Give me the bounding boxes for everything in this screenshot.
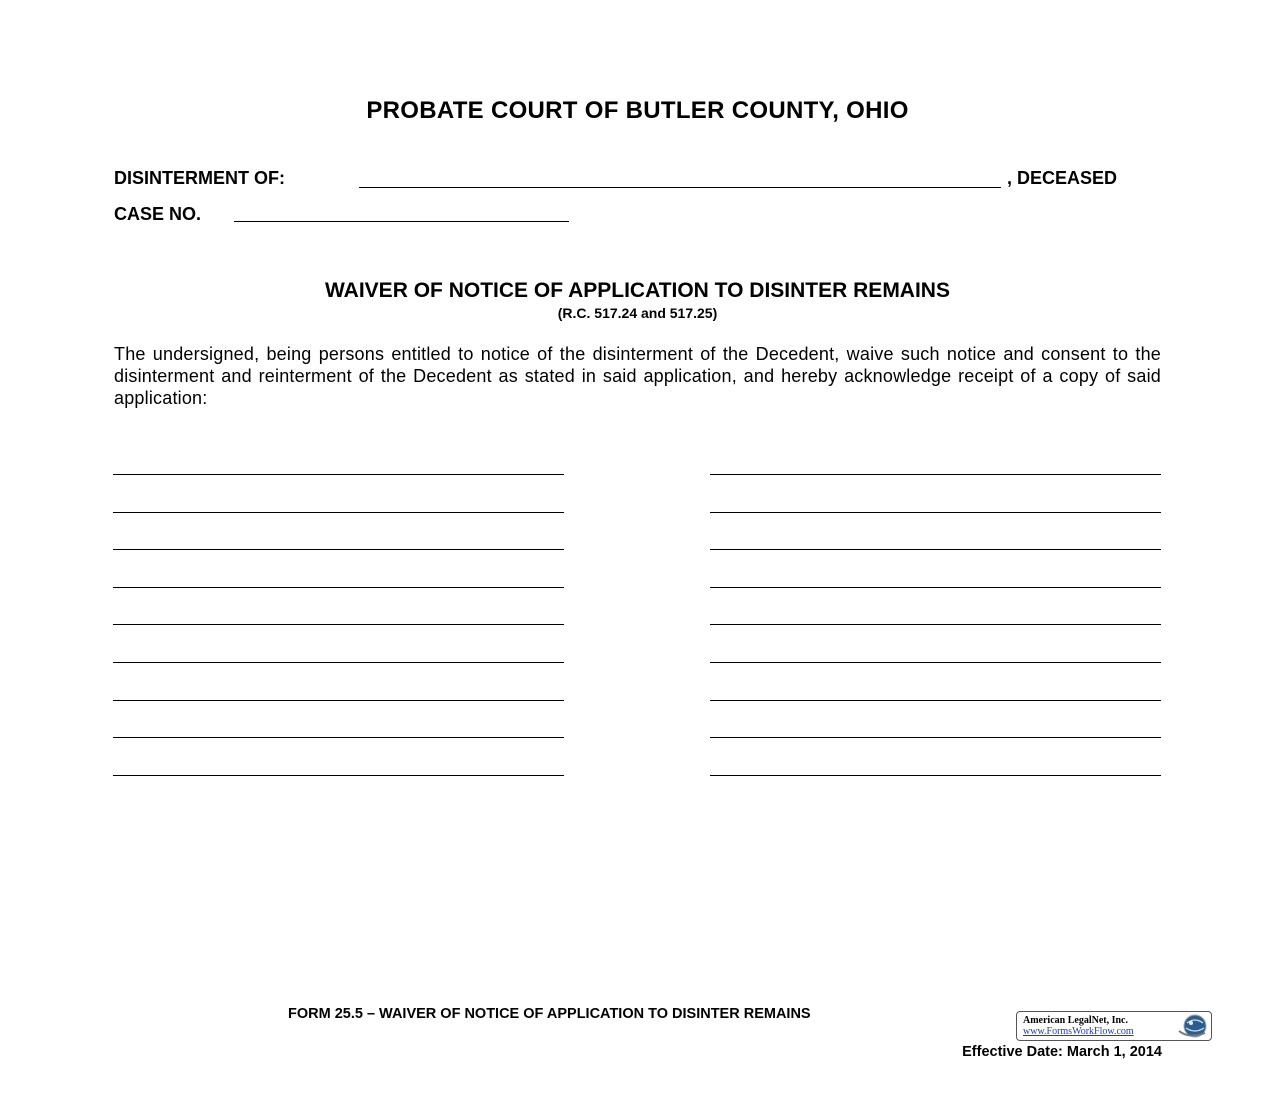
disinterment-label: DISINTERMENT OF:	[114, 168, 285, 188]
logo-company-name: American LegalNet, Inc.	[1023, 1015, 1128, 1026]
logo-url-link[interactable]: www.FormsWorkFlow.com	[1023, 1026, 1134, 1037]
signature-line-right-7[interactable]	[710, 700, 1161, 701]
form-number-label: FORM 25.5 – WAIVER OF NOTICE OF APPLICATION TO DISINTER REMAINS	[288, 1006, 811, 1022]
signature-line-right-1[interactable]	[710, 474, 1161, 475]
signature-line-left-6[interactable]	[113, 662, 564, 663]
case-number-field[interactable]	[234, 221, 569, 222]
statute-reference: (R.C. 517.24 and 517.25)	[557, 305, 718, 321]
signature-line-left-8[interactable]	[113, 737, 564, 738]
signature-line-right-3[interactable]	[710, 549, 1161, 550]
signature-line-left-9[interactable]	[113, 775, 564, 776]
decedent-name-field[interactable]	[359, 187, 1001, 188]
deceased-label: , DECEASED	[1007, 168, 1118, 188]
signature-line-left-1[interactable]	[113, 474, 564, 475]
signature-line-left-5[interactable]	[113, 624, 564, 625]
signature-line-right-9[interactable]	[710, 775, 1161, 776]
case-number-label: CASE NO.	[114, 204, 202, 224]
signature-line-right-8[interactable]	[710, 737, 1161, 738]
effective-date: Effective Date: March 1, 2014	[962, 1044, 1162, 1060]
signature-line-left-4[interactable]	[113, 587, 564, 588]
signature-line-right-5[interactable]	[710, 624, 1161, 625]
signature-line-right-2[interactable]	[710, 512, 1161, 513]
form-title: WAIVER OF NOTICE OF APPLICATION TO DISINTER REMAINS	[325, 279, 950, 302]
signature-line-right-4[interactable]	[710, 587, 1161, 588]
vendor-logo[interactable]	[1016, 1011, 1212, 1041]
globe-icon	[1175, 1013, 1209, 1039]
court-title: PROBATE COURT OF BUTLER COUNTY, OHIO	[366, 97, 909, 124]
signature-line-left-2[interactable]	[113, 512, 564, 513]
signature-line-left-3[interactable]	[113, 549, 564, 550]
waiver-statement: The undersigned, being persons entitled to notice of the disinterment of the Decedent, waive such notice and consent to the disinterment and reinterment of the Decedent as stated in said application, and hereby acknowledge receipt of a copy of said application:	[114, 344, 1161, 408]
signature-line-left-7[interactable]	[113, 700, 564, 701]
signature-line-right-6[interactable]	[710, 662, 1161, 663]
